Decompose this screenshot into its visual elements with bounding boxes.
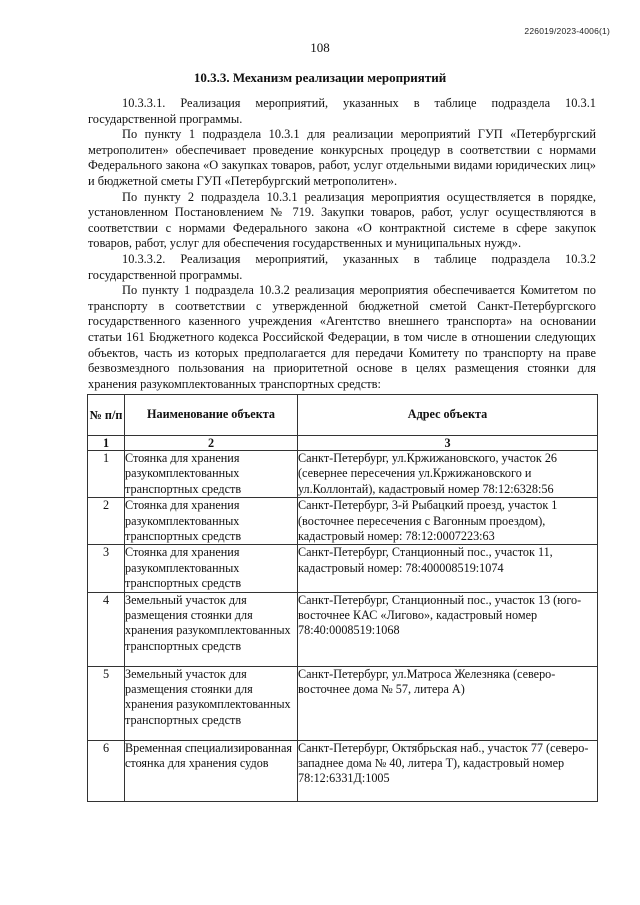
object-name: Стоянка для хранения разукомплектованных транспортных средств xyxy=(125,498,298,545)
body-text xyxy=(88,96,596,392)
paragraph: 10.3.3.1. Реализация мероприятий, указанных в таблице подраздела 10.3.1 государственной программы. xyxy=(88,96,596,126)
object-address: Санкт-Петербург, 3-й Рыбацкий проезд, участок 1 (восточнее пересечения с Вагонным проездом), кадастровый номер: 78:12:0007223:63 xyxy=(298,498,598,545)
table-row xyxy=(88,545,598,592)
table-row xyxy=(88,592,598,666)
object-name: Стоянка для хранения разукомплектованных транспортных средств xyxy=(125,451,298,498)
paragraph: По пункту 1 подраздела 10.3.1 для реализации мероприятий ГУП «Петербургский метрополитен» обеспечивает проведение конкурсных процедур в соответствии с нормами Федерального закона «О закупках товаров, работ, услуг отдельными видами юридических лиц» и бюджетной сметы ГУП «Петербургский метрополитен». xyxy=(88,127,596,188)
table-row xyxy=(88,666,598,740)
object-address: Санкт-Петербург, Октябрьская наб., участок 77 (северо-западнее дома № 40, литера Т), кадастровый номер 78:12:6331Д:1005 xyxy=(298,740,598,801)
object-name: Земельный участок для размещения стоянки для хранения разукомплектованных транспортных средств xyxy=(125,592,298,666)
column-number: 2 xyxy=(125,436,298,451)
header-object-name: Наименование объекта xyxy=(125,395,298,436)
column-numbers-row xyxy=(88,436,598,451)
paragraph: По пункту 2 подраздела 10.3.1 реализация мероприятия осуществляется в порядке, установленном Постановлением № 719. Закупки товаров, работ, услуг осуществляются в соответствии с нормами Федерального закона «О контрактной системе в сфере закупок товаров, работ, услуг для обеспечения государственных и муниципальных нужд». xyxy=(88,189,596,251)
column-number: 3 xyxy=(298,436,598,451)
column-number: 1 xyxy=(88,436,125,451)
table-row xyxy=(88,498,598,545)
row-number: 1 xyxy=(88,451,125,498)
header-number: № п/п xyxy=(88,395,125,436)
objects-table xyxy=(87,394,598,802)
object-address: Санкт-Петербург, ул.Матроса Железняка (северо-восточнее дома № 57, литера А) xyxy=(298,666,598,740)
object-address: Санкт-Петербург, ул.Кржижановского, участок 26 (севернее пересечения ул.Кржижановского и ул.Коллонтай), кадастровый номер 78:12:6328:56 xyxy=(298,451,598,498)
object-name: Земельный участок для размещения стоянки для хранения разукомплектованных транспортных средств xyxy=(125,666,298,740)
paragraph: По пункту 1 подраздела 10.3.2 реализация мероприятия обеспечивается Комитетом по транспорту в соответствии с утвержденной бюджетной сметой Санкт-Петербургского государственного казенного учреждения «Агентство внешнего транспорта» на основании статьи 161 Бюджетного кодекса Российской Федерации, в том числе в отношении следующих объектов, часть из которых предполагается для передачи Комитету по транспорту на праве безвозмездного пользования на приоритетной основе в целях размещения стоянки для хранения разукомплектованных транспортных средств: xyxy=(88,283,596,391)
table-row xyxy=(88,451,598,498)
table-row xyxy=(88,740,598,801)
object-address: Санкт-Петербург, Станционный пос., участок 13 (юго-восточнее КАС «Лиговo», кадастровый номер 78:40:0008519:1068 xyxy=(298,592,598,666)
row-number: 5 xyxy=(88,666,125,740)
page-number: 108 xyxy=(310,40,330,55)
header-object-address: Адрес объекта xyxy=(298,395,598,436)
row-number: 2 xyxy=(88,498,125,545)
object-name: Временная специализированная стоянка для хранения судов xyxy=(125,740,298,801)
row-number: 3 xyxy=(88,545,125,592)
paragraph: 10.3.3.2. Реализация мероприятий, указанных в таблице подраздела 10.3.2 государственной программы. xyxy=(88,251,596,282)
table-header-row xyxy=(88,395,598,436)
row-number: 6 xyxy=(88,740,125,801)
section-title: 10.3.3. Механизм реализации мероприятий xyxy=(193,70,447,85)
row-number: 4 xyxy=(88,592,125,666)
object-address: Санкт-Петербург, Станционный пос., участок 11, кадастровый номер: 78:400008519:1074 xyxy=(298,545,598,592)
object-name: Стоянка для хранения разукомплектованных транспортных средств xyxy=(125,545,298,592)
document-id: 226019/2023-4006(1) xyxy=(524,26,610,36)
